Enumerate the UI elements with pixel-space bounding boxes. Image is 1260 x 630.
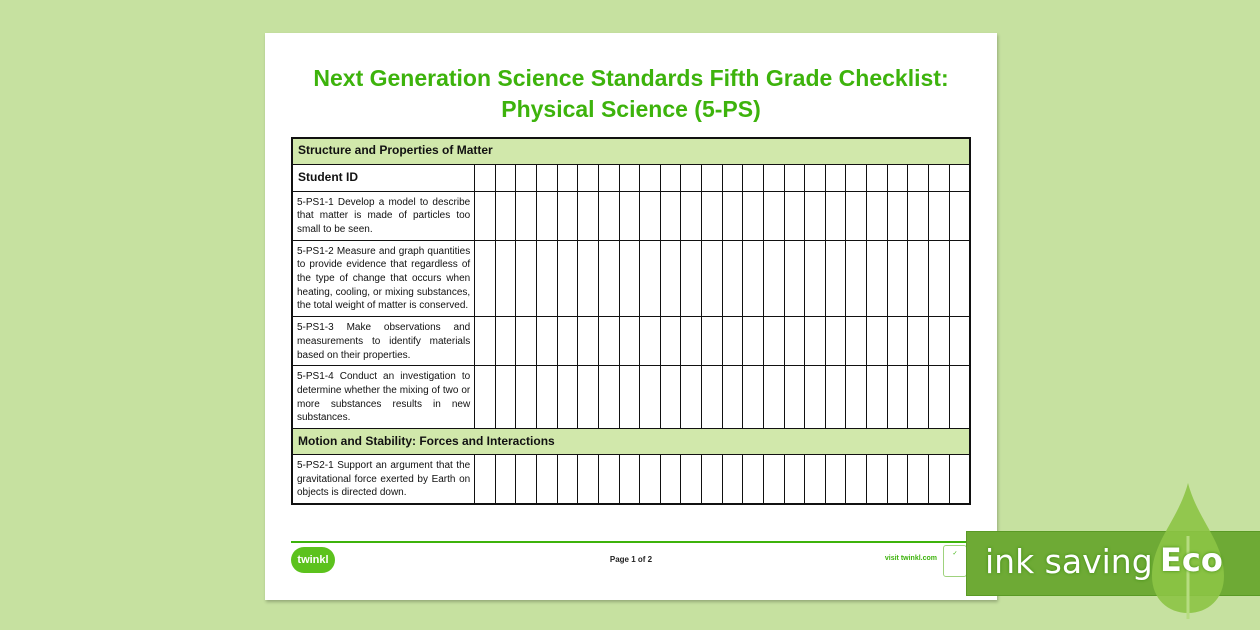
quality-badge-icon: ✓ (943, 545, 967, 577)
checkbox-cell[interactable] (867, 240, 888, 317)
checkbox-cell[interactable] (578, 191, 599, 240)
checkbox-cell[interactable] (475, 240, 496, 317)
worksheet-page (265, 33, 997, 600)
checkbox-cell[interactable] (537, 240, 558, 317)
checkbox-cell[interactable] (557, 366, 578, 429)
checkbox-cell[interactable] (578, 164, 599, 191)
checkbox-cell[interactable] (928, 164, 949, 191)
checkbox-cell[interactable] (846, 455, 867, 505)
standard-row (292, 240, 970, 317)
checkbox-cell[interactable] (805, 317, 826, 366)
checkbox-cell[interactable] (702, 317, 723, 366)
checkbox-cell[interactable] (495, 317, 516, 366)
checkbox-cell[interactable] (805, 455, 826, 505)
checkbox-cell[interactable] (537, 191, 558, 240)
standard-row (292, 455, 970, 505)
checkbox-cell[interactable] (825, 240, 846, 317)
checkbox-cell[interactable] (825, 455, 846, 505)
checkbox-cell[interactable] (743, 317, 764, 366)
checkbox-cell[interactable] (702, 455, 723, 505)
checkbox-cell[interactable] (743, 366, 764, 429)
checkbox-cell[interactable] (516, 240, 537, 317)
checkbox-cell[interactable] (475, 164, 496, 191)
checkbox-cell[interactable] (805, 164, 826, 191)
checkbox-cell[interactable] (598, 455, 619, 505)
checkbox-cell[interactable] (805, 191, 826, 240)
checkbox-cell[interactable] (640, 366, 661, 429)
checkbox-cell[interactable] (763, 240, 784, 317)
checkbox-cell[interactable] (784, 191, 805, 240)
checkbox-cell[interactable] (928, 191, 949, 240)
checkbox-cell[interactable] (660, 191, 681, 240)
checkbox-cell[interactable] (578, 317, 599, 366)
checkbox-cell[interactable] (784, 317, 805, 366)
checkbox-cell[interactable] (825, 366, 846, 429)
checkbox-cell[interactable] (598, 240, 619, 317)
checkbox-cell[interactable] (598, 317, 619, 366)
checklist-table (291, 137, 971, 505)
checkbox-cell[interactable] (598, 366, 619, 429)
checkbox-cell[interactable] (640, 317, 661, 366)
checkbox-cell[interactable] (722, 191, 743, 240)
checkbox-cell[interactable] (557, 455, 578, 505)
checkbox-cell[interactable] (763, 366, 784, 429)
checkbox-cell[interactable] (681, 366, 702, 429)
checkbox-cell[interactable] (949, 240, 970, 317)
checkbox-cell[interactable] (619, 164, 640, 191)
checkbox-cell[interactable] (928, 455, 949, 505)
checkbox-cell[interactable] (640, 455, 661, 505)
standard-row (292, 317, 970, 366)
checkbox-cell[interactable] (825, 317, 846, 366)
checkbox-cell[interactable] (784, 164, 805, 191)
title-line-1: Next Generation Science Standards Fifth Grade Checklist: (313, 65, 949, 91)
checkbox-cell[interactable] (681, 191, 702, 240)
checkbox-cell[interactable] (640, 191, 661, 240)
checkbox-cell[interactable] (763, 164, 784, 191)
checkbox-cell[interactable] (908, 164, 929, 191)
checkbox-cell[interactable] (557, 240, 578, 317)
checkbox-cell[interactable] (557, 191, 578, 240)
checkbox-cell[interactable] (475, 455, 496, 505)
checkbox-cell[interactable] (825, 191, 846, 240)
checkbox-cell[interactable] (867, 164, 888, 191)
checkbox-cell[interactable] (846, 191, 867, 240)
standard-description: 5-PS1-3 Make observations and measurements to identify materials based on their properties. (292, 317, 475, 366)
twinkl-logo[interactable]: twinkl (291, 547, 335, 573)
checkbox-cell[interactable] (763, 455, 784, 505)
checkbox-cell[interactable] (908, 240, 929, 317)
visit-link[interactable]: visit twinkl.com (884, 555, 937, 562)
checkbox-cell[interactable] (867, 317, 888, 366)
section-heading: Motion and Stability: Forces and Interactions (292, 429, 970, 455)
eco-badge: Eco (1160, 541, 1223, 579)
standard-description: 5-PS1-4 Conduct an investigation to determine whether the mixing of two or more substances results in new substances. (292, 366, 475, 429)
checkbox-cell[interactable] (495, 164, 516, 191)
checkbox-cell[interactable] (867, 191, 888, 240)
checkbox-cell[interactable] (805, 366, 826, 429)
standard-description: 5-PS2-1 Support an argument that the gravitational force exerted by Earth on objects is directed down. (292, 455, 475, 505)
checkbox-cell[interactable] (928, 366, 949, 429)
checkbox-cell[interactable] (908, 191, 929, 240)
checkbox-cell[interactable] (660, 455, 681, 505)
checkbox-cell[interactable] (598, 164, 619, 191)
checkbox-cell[interactable] (887, 455, 908, 505)
checkbox-cell[interactable] (660, 317, 681, 366)
checkbox-cell[interactable] (763, 317, 784, 366)
standard-row (292, 366, 970, 429)
checkbox-cell[interactable] (619, 455, 640, 505)
checkbox-cell[interactable] (887, 366, 908, 429)
checkbox-cell[interactable] (846, 317, 867, 366)
checkbox-cell[interactable] (743, 164, 764, 191)
ink-saving-label: ink saving (985, 542, 1153, 581)
checkbox-cell[interactable] (495, 366, 516, 429)
checkbox-cell[interactable] (537, 455, 558, 505)
student-id-row (292, 164, 970, 191)
checkbox-cell[interactable] (846, 240, 867, 317)
checkbox-cell[interactable] (660, 240, 681, 317)
checkbox-cell[interactable] (846, 366, 867, 429)
checkbox-cell[interactable] (640, 164, 661, 191)
checkbox-cell[interactable] (702, 191, 723, 240)
checkbox-cell[interactable] (537, 317, 558, 366)
checkbox-cell[interactable] (619, 191, 640, 240)
checkbox-cell[interactable] (495, 191, 516, 240)
checkbox-cell[interactable] (702, 366, 723, 429)
checkbox-cell[interactable] (805, 240, 826, 317)
checkbox-cell[interactable] (908, 455, 929, 505)
checkbox-cell[interactable] (763, 191, 784, 240)
checkbox-cell[interactable] (578, 366, 599, 429)
checkbox-cell[interactable] (846, 164, 867, 191)
checkbox-cell[interactable] (681, 164, 702, 191)
section-header-row (292, 429, 970, 455)
checkbox-cell[interactable] (949, 191, 970, 240)
checkbox-cell[interactable] (722, 317, 743, 366)
checkbox-cell[interactable] (557, 164, 578, 191)
checkbox-cell[interactable] (908, 366, 929, 429)
checkbox-cell[interactable] (475, 191, 496, 240)
checkbox-cell[interactable] (475, 366, 496, 429)
checkbox-cell[interactable] (784, 240, 805, 317)
checkbox-cell[interactable] (537, 366, 558, 429)
page-title (265, 63, 997, 125)
checkbox-cell[interactable] (743, 191, 764, 240)
checkbox-cell[interactable] (928, 240, 949, 317)
checkbox-cell[interactable] (619, 317, 640, 366)
checkbox-cell[interactable] (949, 164, 970, 191)
standard-row (292, 191, 970, 240)
footer-divider (291, 541, 971, 543)
checkbox-cell[interactable] (495, 240, 516, 317)
checkbox-cell[interactable] (516, 191, 537, 240)
checkbox-cell[interactable] (949, 366, 970, 429)
checkbox-cell[interactable] (578, 455, 599, 505)
checkbox-cell[interactable] (516, 366, 537, 429)
checkbox-cell[interactable] (825, 164, 846, 191)
checkbox-cell[interactable] (640, 240, 661, 317)
checkbox-cell[interactable] (557, 317, 578, 366)
checkbox-cell[interactable] (722, 455, 743, 505)
checkbox-cell[interactable] (722, 240, 743, 317)
checkbox-cell[interactable] (949, 455, 970, 505)
checkbox-cell[interactable] (660, 366, 681, 429)
checkbox-cell[interactable] (537, 164, 558, 191)
checkbox-cell[interactable] (867, 455, 888, 505)
checkbox-cell[interactable] (702, 240, 723, 317)
checkbox-cell[interactable] (887, 164, 908, 191)
standard-description: 5-PS1-2 Measure and graph quantities to provide evidence that regardless of the type of change that occurs when heating, cooling, or mixing substances, the total weight of matter is conserved. (292, 240, 475, 317)
checkbox-cell[interactable] (681, 240, 702, 317)
checkbox-cell[interactable] (619, 240, 640, 317)
checkbox-cell[interactable] (867, 366, 888, 429)
checkbox-cell[interactable] (928, 317, 949, 366)
checkbox-cell[interactable] (908, 317, 929, 366)
title-line-2: Physical Science (5-PS) (501, 96, 761, 122)
checkbox-cell[interactable] (743, 240, 764, 317)
checkbox-cell[interactable] (578, 240, 599, 317)
checkbox-cell[interactable] (619, 366, 640, 429)
checkbox-cell[interactable] (784, 455, 805, 505)
checkbox-cell[interactable] (887, 317, 908, 366)
checkbox-cell[interactable] (516, 317, 537, 366)
checkbox-cell[interactable] (722, 164, 743, 191)
checkbox-cell[interactable] (681, 455, 702, 505)
checkbox-cell[interactable] (495, 455, 516, 505)
checkbox-cell[interactable] (475, 317, 496, 366)
checkbox-cell[interactable] (887, 191, 908, 240)
standard-description: 5-PS1-1 Develop a model to describe that matter is made of particles too small to be seen. (292, 191, 475, 240)
checkbox-cell[interactable] (660, 164, 681, 191)
checkbox-cell[interactable] (722, 366, 743, 429)
checkbox-cell[interactable] (702, 164, 723, 191)
checkbox-cell[interactable] (949, 317, 970, 366)
checkbox-cell[interactable] (743, 455, 764, 505)
checkbox-cell[interactable] (681, 317, 702, 366)
checkbox-cell[interactable] (516, 164, 537, 191)
checkbox-cell[interactable] (516, 455, 537, 505)
page-number: Page 1 of 2 (609, 555, 653, 564)
section-heading: Structure and Properties of Matter (292, 138, 970, 164)
checkbox-cell[interactable] (598, 191, 619, 240)
checkbox-cell[interactable] (784, 366, 805, 429)
checkbox-cell[interactable] (887, 240, 908, 317)
section-header-row (292, 138, 970, 164)
student-id-label: Student ID (292, 164, 475, 191)
